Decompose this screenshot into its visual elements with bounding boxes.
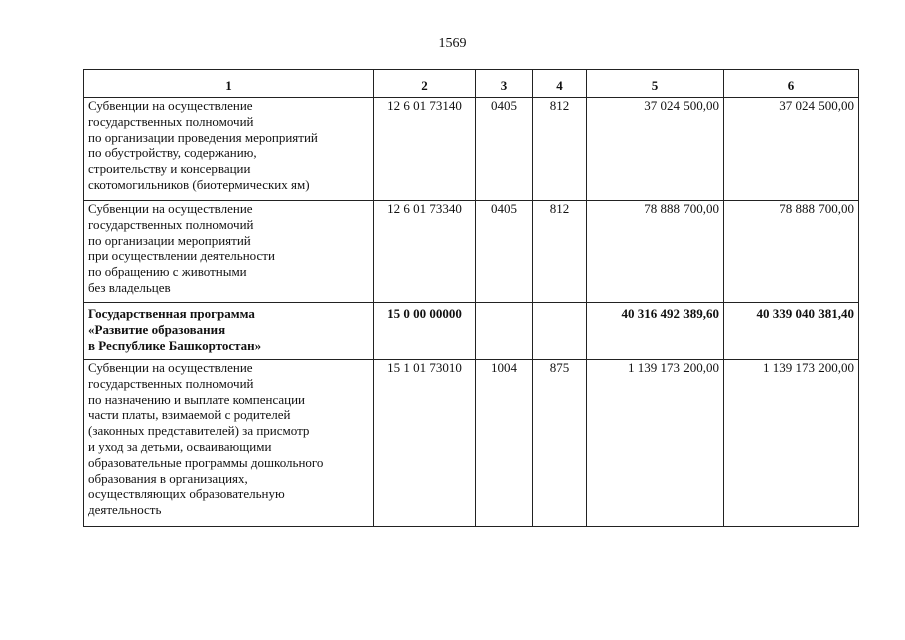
row-amount-col6: 78 888 700,00: [724, 201, 859, 303]
column-header-5: 5: [587, 70, 724, 98]
column-header-6: 6: [724, 70, 859, 98]
row-section-code: 0405: [476, 201, 533, 303]
budget-table: [83, 69, 859, 527]
row-amount-col6: 40 339 040 381,40: [724, 303, 859, 360]
table-row: [84, 98, 859, 201]
row-section-code: 0405: [476, 98, 533, 201]
table-row: [84, 360, 859, 527]
row-section-code: [476, 303, 533, 360]
column-header-1: 1: [84, 70, 374, 98]
row-expense-type: 875: [533, 360, 587, 527]
row-name: Государственная программа «Развитие образования в Республике Башкортостан»: [84, 303, 374, 360]
row-expense-type: 812: [533, 201, 587, 303]
table-row: [84, 201, 859, 303]
row-amount-col5: 78 888 700,00: [587, 201, 724, 303]
table-header-row: [84, 70, 859, 98]
column-header-2: 2: [374, 70, 476, 98]
row-expense-type: 812: [533, 98, 587, 201]
row-amount-col6: 1 139 173 200,00: [724, 360, 859, 527]
page-number: 1569: [438, 36, 467, 51]
row-amount-col5: 37 024 500,00: [587, 98, 724, 201]
row-expense-type: [533, 303, 587, 360]
table-row-program: [84, 303, 859, 360]
column-header-3: 3: [476, 70, 533, 98]
row-amount-col5: 40 316 492 389,60: [587, 303, 724, 360]
row-target-code: 15 1 01 73010: [374, 360, 476, 527]
column-header-4: 4: [533, 70, 587, 98]
row-target-code: 15 0 00 00000: [374, 303, 476, 360]
row-name: Субвенции на осуществление государственных полномочий по организации мероприятий при осуществлении деятельности по обращению с животными без владельцев: [84, 201, 374, 303]
row-name: Субвенции на осуществление государственных полномочий по организации проведения мероприятий по обустройству, содержанию, строительству и консервации скотомогильников (биотермических ям): [84, 98, 374, 201]
row-section-code: 1004: [476, 360, 533, 527]
row-target-code: 12 6 01 73140: [374, 98, 476, 201]
row-target-code: 12 6 01 73340: [374, 201, 476, 303]
row-name: Субвенции на осуществление государственных полномочий по назначению и выплате компенсации части платы, взимаемой с родителей (законных представителей) за присмотр и уход за детьми, осваивающими образовательные программы дошкольного образования в организациях, осуществляющих образовательную деятельность: [84, 360, 374, 527]
row-amount-col6: 37 024 500,00: [724, 98, 859, 201]
row-amount-col5: 1 139 173 200,00: [587, 360, 724, 527]
